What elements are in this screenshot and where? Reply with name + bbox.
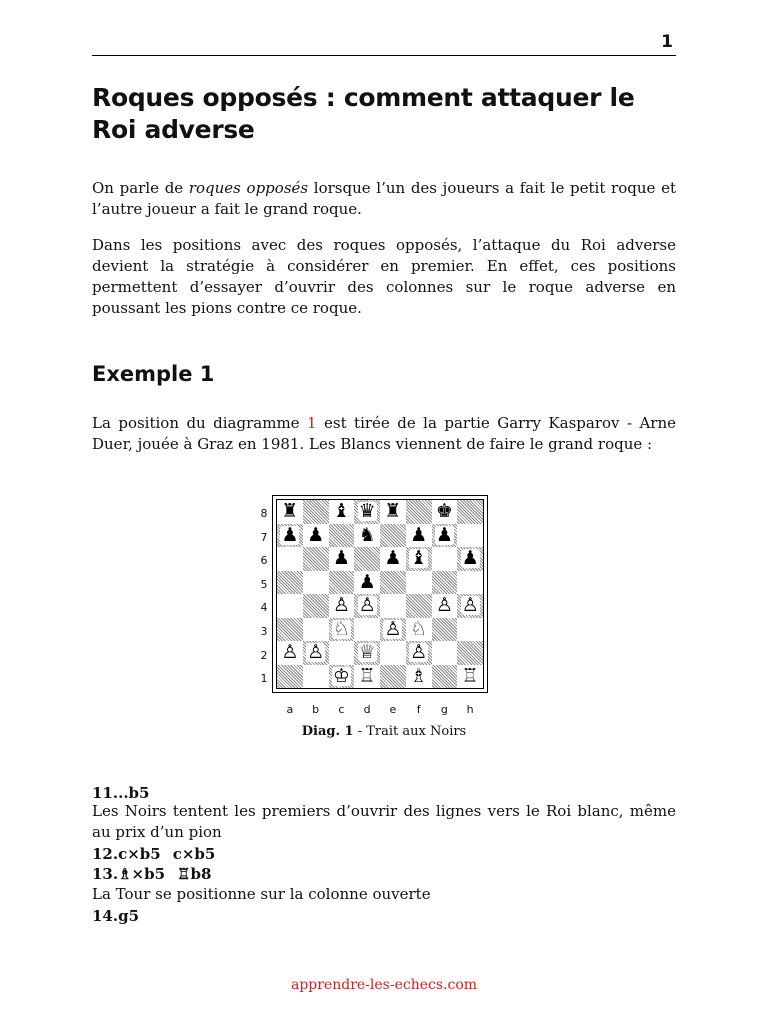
- chess-piece: ♘: [410, 617, 428, 640]
- square-h3: [457, 618, 483, 642]
- chess-piece: ♜: [281, 500, 299, 523]
- square-c4: [329, 594, 355, 618]
- intro-emphasis: roques opposés: [188, 179, 309, 197]
- rank-label: 8: [260, 507, 268, 520]
- square-g3: [432, 618, 458, 642]
- square-c1: [329, 665, 355, 689]
- footer-link[interactable]: apprendre-les-echecs.com: [290, 977, 478, 993]
- chess-piece: ♕: [358, 641, 376, 664]
- file-label: g: [440, 703, 448, 716]
- square-h5: [457, 571, 483, 595]
- example-text-start: La position du diagramme: [92, 414, 307, 432]
- chess-piece: ♟: [332, 547, 350, 570]
- rank-label: 4: [260, 601, 268, 615]
- move-11: 11...b5: [92, 784, 150, 802]
- square-h8: [457, 500, 483, 524]
- square-e3: [380, 618, 406, 642]
- chess-diagram: [272, 495, 488, 693]
- chess-piece: ♙: [358, 594, 376, 617]
- square-c5: [329, 571, 355, 595]
- square-b2: [303, 641, 329, 665]
- square-f2: [406, 641, 432, 665]
- rank-label: 3: [260, 625, 268, 638]
- chess-piece: ♟: [358, 570, 376, 593]
- file-label: f: [416, 703, 421, 716]
- square-b1: [303, 665, 329, 689]
- square-h6: [457, 547, 483, 571]
- square-h4: [457, 594, 483, 618]
- square-b8: [303, 500, 329, 524]
- square-e4: [380, 594, 406, 618]
- chess-piece: ♙: [281, 641, 299, 664]
- square-a8: [277, 500, 303, 524]
- square-d4: [354, 594, 380, 618]
- chess-piece: ♔: [332, 664, 350, 687]
- square-g6: [432, 547, 458, 571]
- chess-piece: ♝: [332, 500, 350, 523]
- rank-label: 7: [260, 530, 268, 544]
- example-heading: Exemple 1: [92, 362, 215, 386]
- move-13-white: 13.♗×b5: [92, 865, 166, 883]
- move-comment: Les Noirs tentent les premiers d’ouvrir des lignes vers le Roi blanc, même au prix d’un pion: [92, 802, 676, 841]
- chess-piece: ♟: [461, 547, 479, 570]
- move-14: 14.g5: [92, 907, 140, 925]
- chess-piece: ♟: [307, 523, 325, 546]
- diagram-caption: [0, 724, 768, 739]
- strategy-paragraph: Dans les positions avec des roques opposés, l’attaque du Roi adverse devient la stratégie à considérer en premier. En effet, ces positions permettent d’essayer d’ouvrir des colonnes sur le roque adverse en poussant les pions contre ce roque.: [92, 236, 676, 317]
- example-paragraph: [92, 413, 676, 455]
- square-b5: [303, 571, 329, 595]
- file-label: d: [363, 703, 371, 716]
- chess-piece: ♟: [410, 523, 428, 546]
- square-g7: [432, 524, 458, 548]
- move-comment: La Tour se positionne sur la colonne ouverte: [92, 885, 431, 903]
- rank-label: 6: [260, 554, 268, 568]
- chess-piece: ♙: [332, 594, 350, 617]
- square-d3: [354, 618, 380, 642]
- square-a1: [277, 665, 303, 689]
- chess-piece: ♖: [358, 664, 376, 687]
- move-12: [92, 844, 215, 864]
- square-b3: [303, 618, 329, 642]
- square-c6: [329, 547, 355, 571]
- file-label: h: [466, 703, 474, 716]
- chess-piece: ♙: [384, 617, 402, 640]
- square-e5: [380, 571, 406, 595]
- square-h2: [457, 641, 483, 665]
- move-12-white: 12.c×b5: [92, 845, 161, 863]
- square-c7: [329, 524, 355, 548]
- diagram-reference-link[interactable]: 1: [307, 414, 317, 432]
- rank-label: 1: [260, 672, 268, 686]
- header-rule: [92, 55, 676, 56]
- chess-piece: ♞: [358, 523, 376, 546]
- chess-piece: ♟: [281, 523, 299, 546]
- chess-piece: ♟: [384, 547, 402, 570]
- square-f5: [406, 571, 432, 595]
- intro-text-end: lorsque l’un des joueurs a fait le petit roque et l’autre joueur a fait le grand roque.: [92, 179, 676, 218]
- rank-label: 2: [260, 648, 268, 662]
- square-e2: [380, 641, 406, 665]
- intro-text-start: On parle de: [92, 179, 189, 197]
- file-labels: [277, 703, 483, 716]
- chess-piece: ♙: [410, 641, 428, 664]
- square-c3: [329, 618, 355, 642]
- square-a5: [277, 571, 303, 595]
- square-f6: [406, 547, 432, 571]
- square-e1: [380, 665, 406, 689]
- square-f4: [406, 594, 432, 618]
- square-h1: [457, 665, 483, 689]
- file-label: a: [286, 703, 294, 716]
- square-f3: [406, 618, 432, 642]
- square-b7: [303, 524, 329, 548]
- square-d2: [354, 641, 380, 665]
- chess-piece: ♙: [461, 594, 479, 617]
- square-a7: [277, 524, 303, 548]
- square-c8: [329, 500, 355, 524]
- square-g2: [432, 641, 458, 665]
- rank-label: 5: [260, 577, 268, 591]
- square-g5: [432, 571, 458, 595]
- chess-piece: ♜: [384, 500, 402, 523]
- page-number: 1: [661, 32, 673, 52]
- move-13-black: ♖b8: [177, 865, 212, 883]
- caption-text: - Trait aux Noirs: [353, 724, 467, 739]
- caption-label: Diag. 1: [301, 724, 354, 739]
- chess-piece: ♘: [332, 617, 350, 640]
- square-a4: [277, 594, 303, 618]
- square-f8: [406, 500, 432, 524]
- square-h7: [457, 524, 483, 548]
- square-a3: [277, 618, 303, 642]
- file-label: b: [312, 703, 320, 716]
- square-b6: [303, 547, 329, 571]
- move-13: [92, 864, 211, 884]
- square-g4: [432, 594, 458, 618]
- move-12-black: c×b5: [172, 845, 216, 863]
- square-c2: [329, 641, 355, 665]
- square-d6: [354, 547, 380, 571]
- square-d8: [354, 500, 380, 524]
- chess-board: [276, 499, 484, 689]
- chess-piece: ♙: [307, 641, 325, 664]
- intro-paragraph: [92, 178, 676, 220]
- square-a2: [277, 641, 303, 665]
- square-g1: [432, 665, 458, 689]
- square-d5: [354, 571, 380, 595]
- chess-piece: ♗: [410, 664, 428, 687]
- square-d1: [354, 665, 380, 689]
- chess-piece: ♖: [461, 664, 479, 687]
- file-label: e: [389, 703, 397, 716]
- page-title: Roques opposés : comment attaquer le Roi adverse: [92, 83, 635, 144]
- example-text-end: est tirée de la partie Garry Kasparov - Arne Duer, jouée à Graz en 1981. Les Blancs viennent de faire le grand roque :: [92, 414, 676, 453]
- square-d7: [354, 524, 380, 548]
- square-e6: [380, 547, 406, 571]
- chess-piece: ♛: [358, 500, 376, 523]
- square-a6: [277, 547, 303, 571]
- chess-piece: ♟: [435, 523, 453, 546]
- square-e7: [380, 524, 406, 548]
- square-b4: [303, 594, 329, 618]
- chess-piece: ♙: [435, 594, 453, 617]
- square-f7: [406, 524, 432, 548]
- square-g8: [432, 500, 458, 524]
- square-e8: [380, 500, 406, 524]
- file-label: c: [338, 703, 345, 716]
- chess-piece: ♚: [435, 500, 453, 523]
- chess-piece: ♝: [410, 547, 428, 570]
- square-f1: [406, 665, 432, 689]
